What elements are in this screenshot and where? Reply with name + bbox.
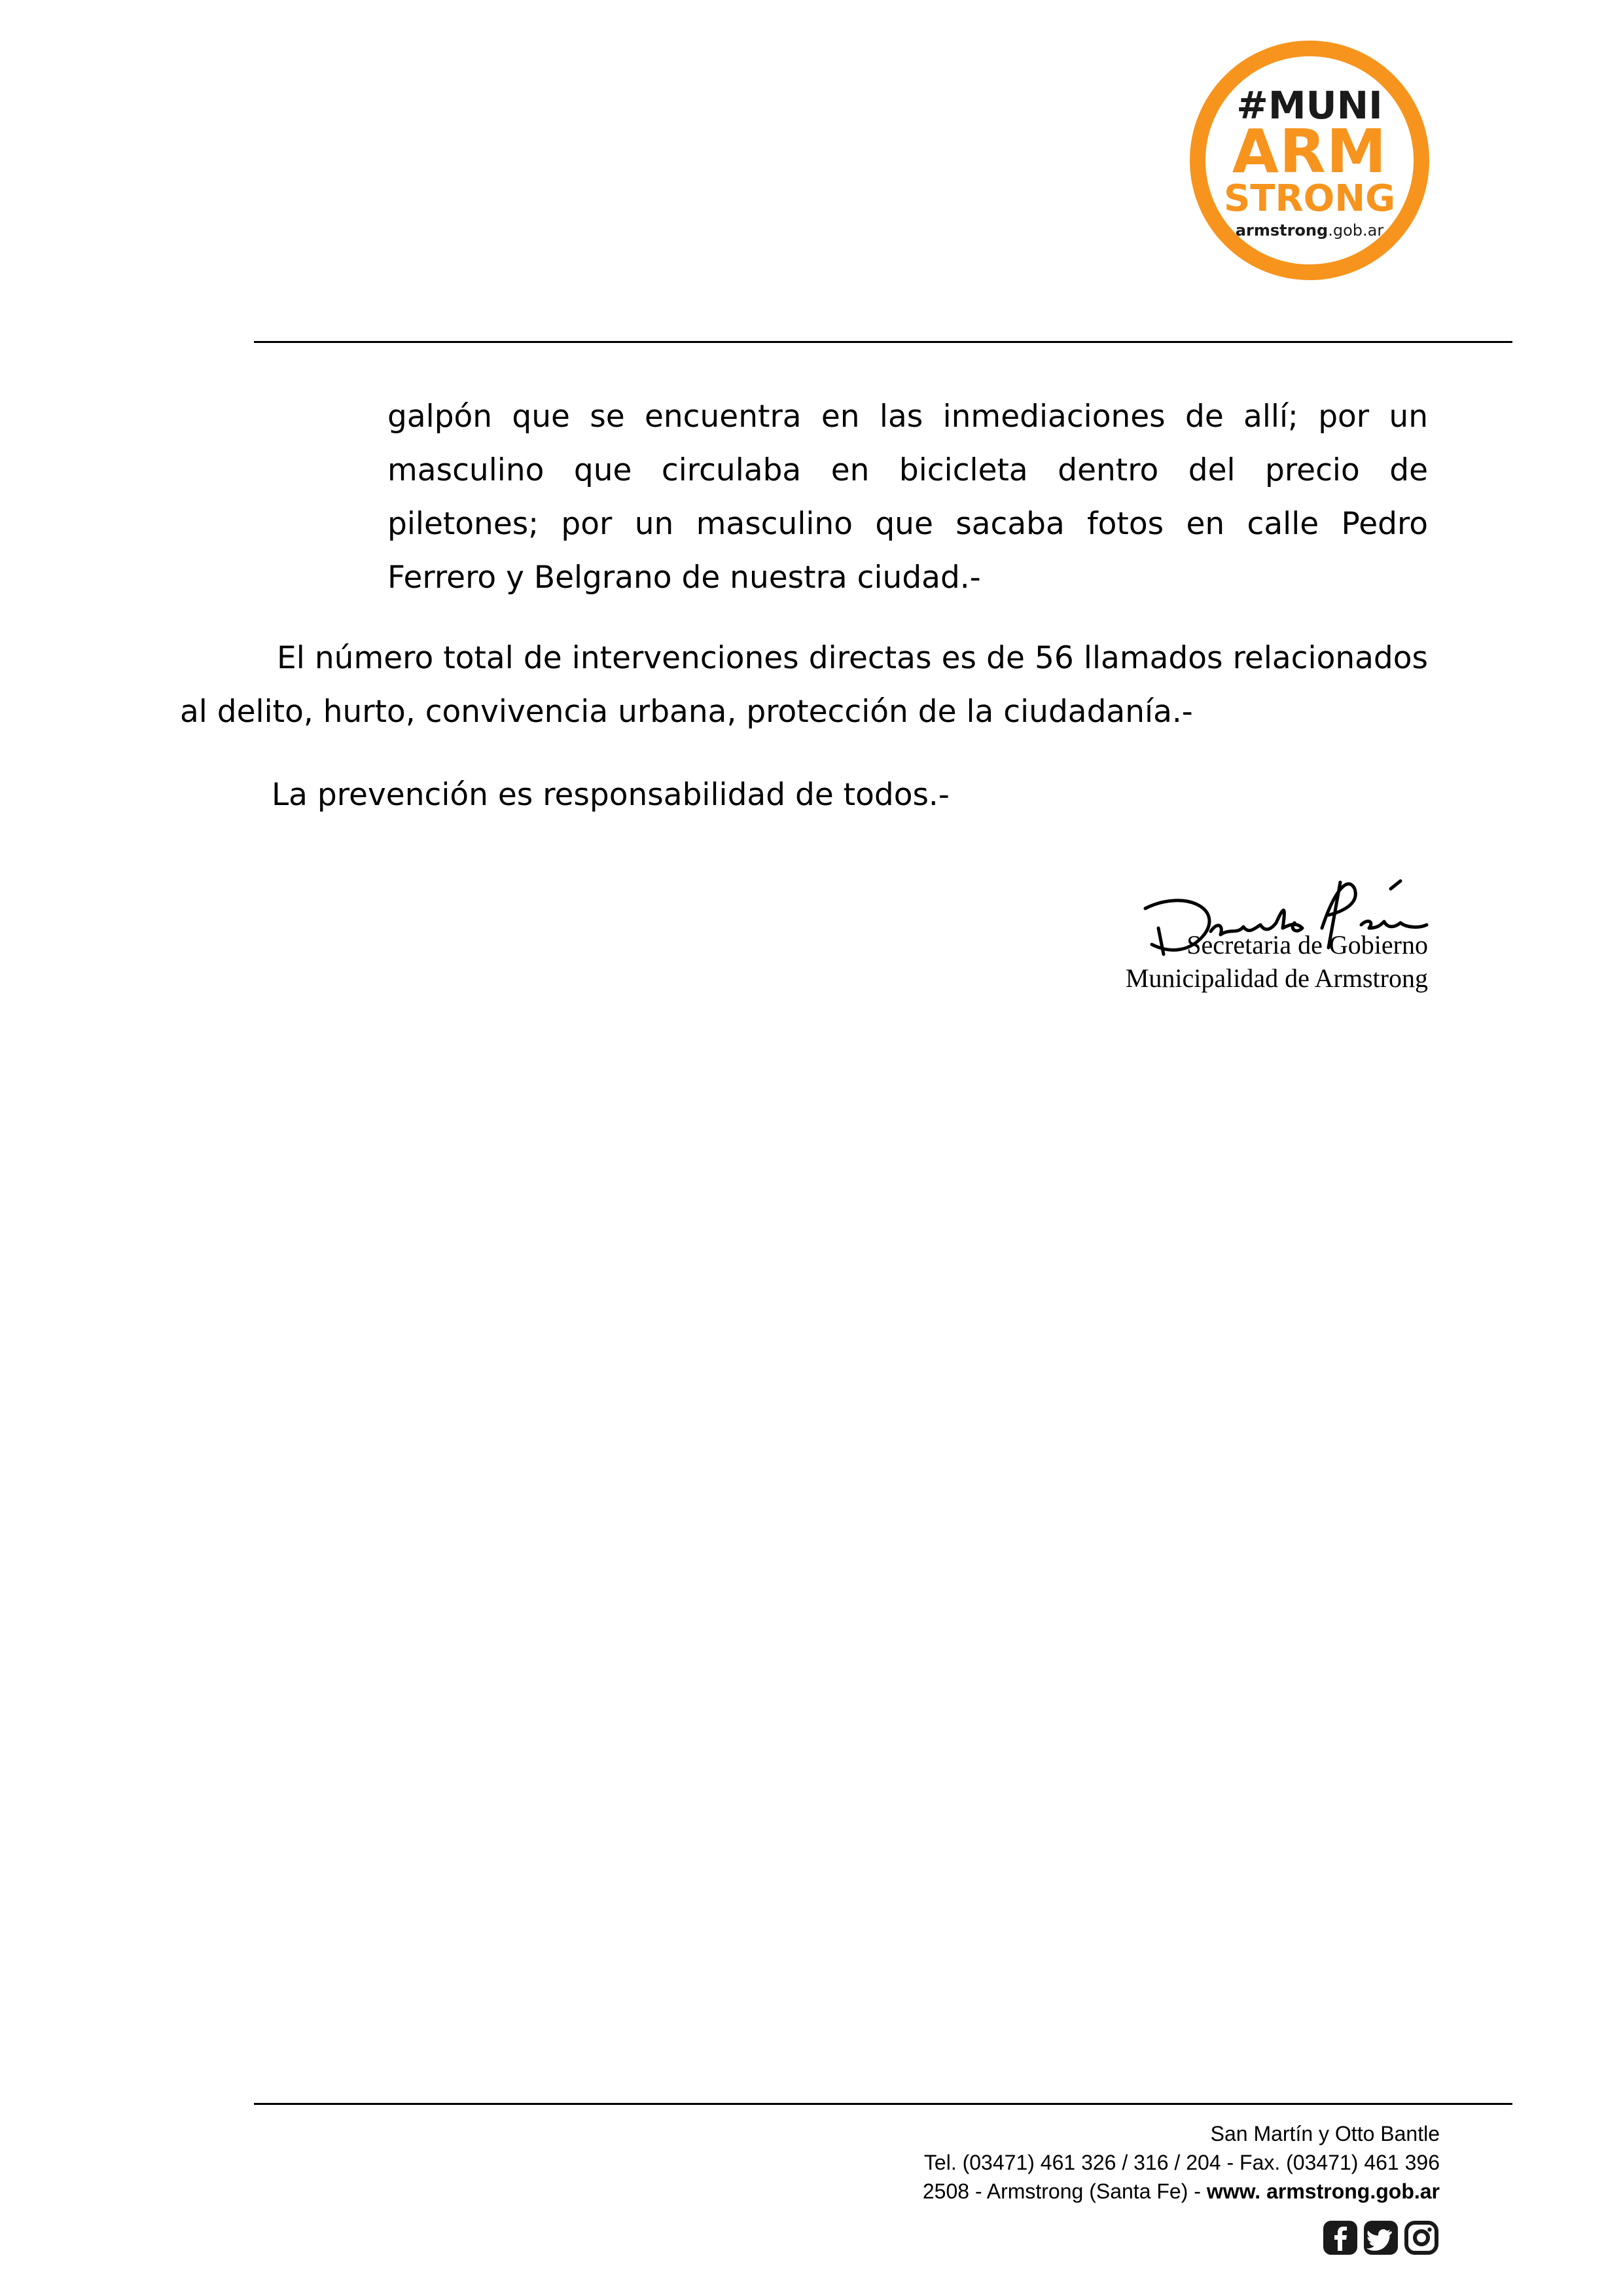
- facebook-icon[interactable]: [1322, 2219, 1359, 2256]
- logo-hashtag: #MUNI: [1236, 83, 1383, 128]
- municipality-logo: [1190, 41, 1429, 280]
- paragraph-continuation: galpón que se encuentra en las inmediaciones de allí; por un masculino que circulaba en bicicleta dentro del precio de piletones; por un masculino que sacaba fotos en calle Pedro Ferrero y Belgrano de nuestra ciudad.-: [387, 399, 1428, 596]
- paragraph-prevention: La prevención es responsabilidad de todos.-: [272, 777, 950, 813]
- footer-phones: Tel. (03471) 461 326 / 316 / 204 - Fax. (03471) 461 396: [923, 2151, 1440, 2174]
- footer-city-line: 2508 - Armstrong (Santa Fe) - www. armstrong.gob.ar: [922, 2179, 1440, 2203]
- paragraph-total-interventions: El número total de intervenciones directas es de 56 llamados relacionados al delito, hurto, convivencia urbana, protección de la ciudadanía.-: [180, 640, 1428, 730]
- logo-arm: ARM: [1232, 117, 1387, 187]
- signatory-role: Secretaria de Gobierno: [1186, 930, 1428, 960]
- social-icons: [1322, 2219, 1440, 2256]
- header-divider: [254, 341, 1512, 343]
- logo-strong: STRONG: [1223, 177, 1396, 220]
- footer-website[interactable]: www. armstrong.gob.ar: [1206, 2179, 1440, 2203]
- instagram-icon[interactable]: [1403, 2219, 1440, 2256]
- logo-domain: armstrong.gob.ar: [1235, 221, 1384, 240]
- footer-address: San Martín y Otto Bantle: [1210, 2122, 1440, 2145]
- footer-contact: [923, 2119, 1440, 2206]
- footer-divider: [254, 2103, 1512, 2105]
- twitter-icon[interactable]: [1363, 2219, 1399, 2256]
- signatory-organization: Municipalidad de Armstrong: [1125, 963, 1428, 993]
